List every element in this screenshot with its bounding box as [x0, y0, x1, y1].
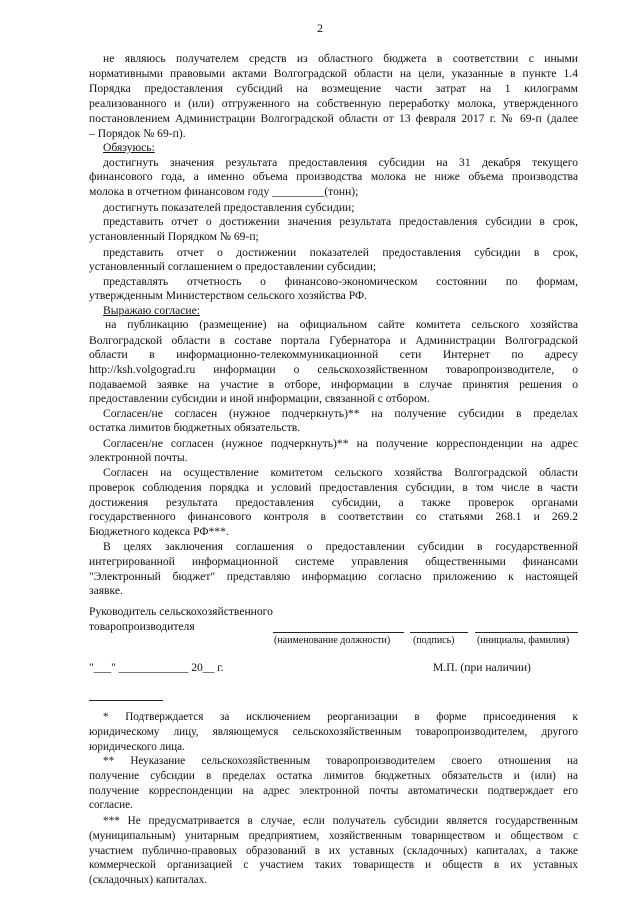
body-line: http://ksh.volgograd.ru информации о сельскохозяйственном товаропроизводителе, о: [89, 363, 578, 376]
body-line: установленный Порядком № 69-п;: [89, 230, 259, 243]
footnote-line: участием публично-правовых образований в их уставных (складочных) капиталах, а также: [89, 845, 578, 857]
body-line: достижения результата предоставления субсидии, а также проверок органами: [89, 496, 578, 509]
body-line: Согласен/не согласен (нужное подчеркнуть)** на получение корреспонденции на адрес: [103, 437, 578, 450]
footnote-line: *** Не предусматривается в случае, если получатель субсидии является государственным: [103, 815, 578, 827]
body-line: реализованного и (или) отгруженного на собственную переработку молока, утвержденного: [89, 97, 578, 110]
body-line: Обязуюсь:: [103, 141, 155, 154]
body-line: В целях заключения соглашения о предоставлении субсидии в государственной: [103, 540, 578, 553]
date-line: "___" ____________ 20__ г.: [89, 661, 224, 674]
seal-note: М.П. (при наличии): [433, 661, 531, 674]
body-line: нормативными правовыми актами Волгоградской области на цели, указанные в пункте 1.4: [89, 67, 578, 80]
signatory-role-line1: Руководитель сельскохозяйственного: [89, 605, 273, 618]
signatory-role-line2: товаропроизводителя: [89, 620, 195, 633]
footnote-line: (муниципальным) унитарным предприятием, хозяйственным товариществом и обществом с: [89, 830, 578, 842]
body-line: электронной почты.: [89, 451, 188, 464]
body-line: достигнуть показателей предоставления субсидии;: [103, 201, 355, 214]
body-line: Согласен на осуществление комитетом сельского хозяйства Волгоградской области: [103, 466, 578, 479]
body-line: Бюджетного кодекса РФ***.: [89, 525, 229, 538]
body-line: остатка лимитов бюджетных обязательств.: [89, 421, 301, 434]
position-blank-line: [273, 632, 404, 633]
position-caption: (наименование должности): [274, 635, 391, 646]
body-line: – Порядок № 69-п).: [89, 127, 186, 140]
body-line: Согласен/не согласен (нужное подчеркнуть)** на получение субсидии в пределах: [103, 407, 578, 420]
body-line: проверок соблюдения порядка и условий предоставления субсидии, в том числе в части: [89, 481, 578, 494]
body-line: Порядка предоставления субсидий на возмещение части затрат на 1 килограмм: [89, 82, 578, 95]
footnote-line: (складочных) капиталах.: [89, 874, 208, 886]
body-line: не являюсь получателем средств из областного бюджета в соответствии с иными: [103, 52, 578, 65]
footnote-line: юридическому лицу, являющемуся сельскохозяйственным товаропроизводителем, другого: [89, 726, 578, 738]
body-line: Волгоградской области в составе портала Губернатора и Администрации Волгоградской: [89, 334, 578, 347]
name-blank-line: [475, 632, 578, 633]
signature-blank-line: [410, 632, 468, 633]
name-caption: (инициалы, фамилия): [477, 635, 570, 646]
footnote-line: ** Неуказание сельскохозяйственным товаропроизводителем своего отношения на: [103, 755, 578, 767]
body-line: постановлением Администрации Волгоградской области от 13 февраля 2017 г. № 69-п (далее: [89, 112, 578, 125]
body-line: на публикацию (размещение) на официальном сайте комитета сельского хозяйства: [105, 318, 578, 331]
body-line: области в информационно-телекоммуникационной сети Интернет по адресу: [89, 348, 578, 361]
body-line: финансового года, а именно объема производства молока не ниже объема производства: [89, 170, 578, 183]
footnote-line: * Подтверждается за исключением реорганизации в форме присоединения к: [103, 711, 578, 723]
body-line: заявке.: [89, 584, 123, 597]
body-line: Выражаю согласие:: [103, 304, 200, 317]
body-line: достигнуть значения результата предоставления субсидии на 31 декабря текущего: [103, 156, 578, 169]
body-line: "Электронный бюджет" представляю информацию согласно приложению к настоящей: [89, 570, 578, 583]
body-line: утвержденным Министерством сельского хозяйства РФ.: [89, 289, 368, 302]
footnote-line: получение субсидии в пределах остатка лимитов бюджетных обязательств и (или) на: [89, 770, 578, 782]
body-line: молока в отчетном финансовом году _________(тонн);: [89, 185, 359, 198]
body-line: предоставлении субсидии и иной информации, связанной с отбором.: [89, 392, 430, 405]
signature-caption: (подпись): [413, 635, 455, 646]
body-line: интегрированной информационной системе управления общественными финансами: [89, 555, 578, 568]
body-line: установленный соглашением о предоставлении субсидии;: [89, 260, 377, 273]
footnote-line: получение корреспонденции на адрес электронной почты автоматически подтверждает его: [89, 785, 578, 797]
footnote-line: коммерческой организацией с участием таких товариществ и обществ в их уставных: [89, 859, 578, 871]
footnote-separator: [89, 700, 163, 701]
footnote-line: юридического лица.: [89, 741, 185, 753]
footnote-line: согласие.: [89, 799, 133, 811]
body-line: государственного финансового контроля в соответствии со статьями 268.1 и 269.2: [89, 510, 578, 523]
body-line: представлять отчетность о финансово-экономическом состоянии по формам,: [103, 275, 578, 288]
body-line: представить отчет о достижении показателей предоставления субсидии в срок,: [103, 246, 578, 259]
body-line: подаваемой заявке на участие в отборе, информации в случае принятия решения о: [89, 378, 578, 391]
page-number: 2: [317, 21, 323, 35]
body-line: представить отчет о достижении значения результата предоставления субсидии в срок,: [103, 215, 578, 228]
